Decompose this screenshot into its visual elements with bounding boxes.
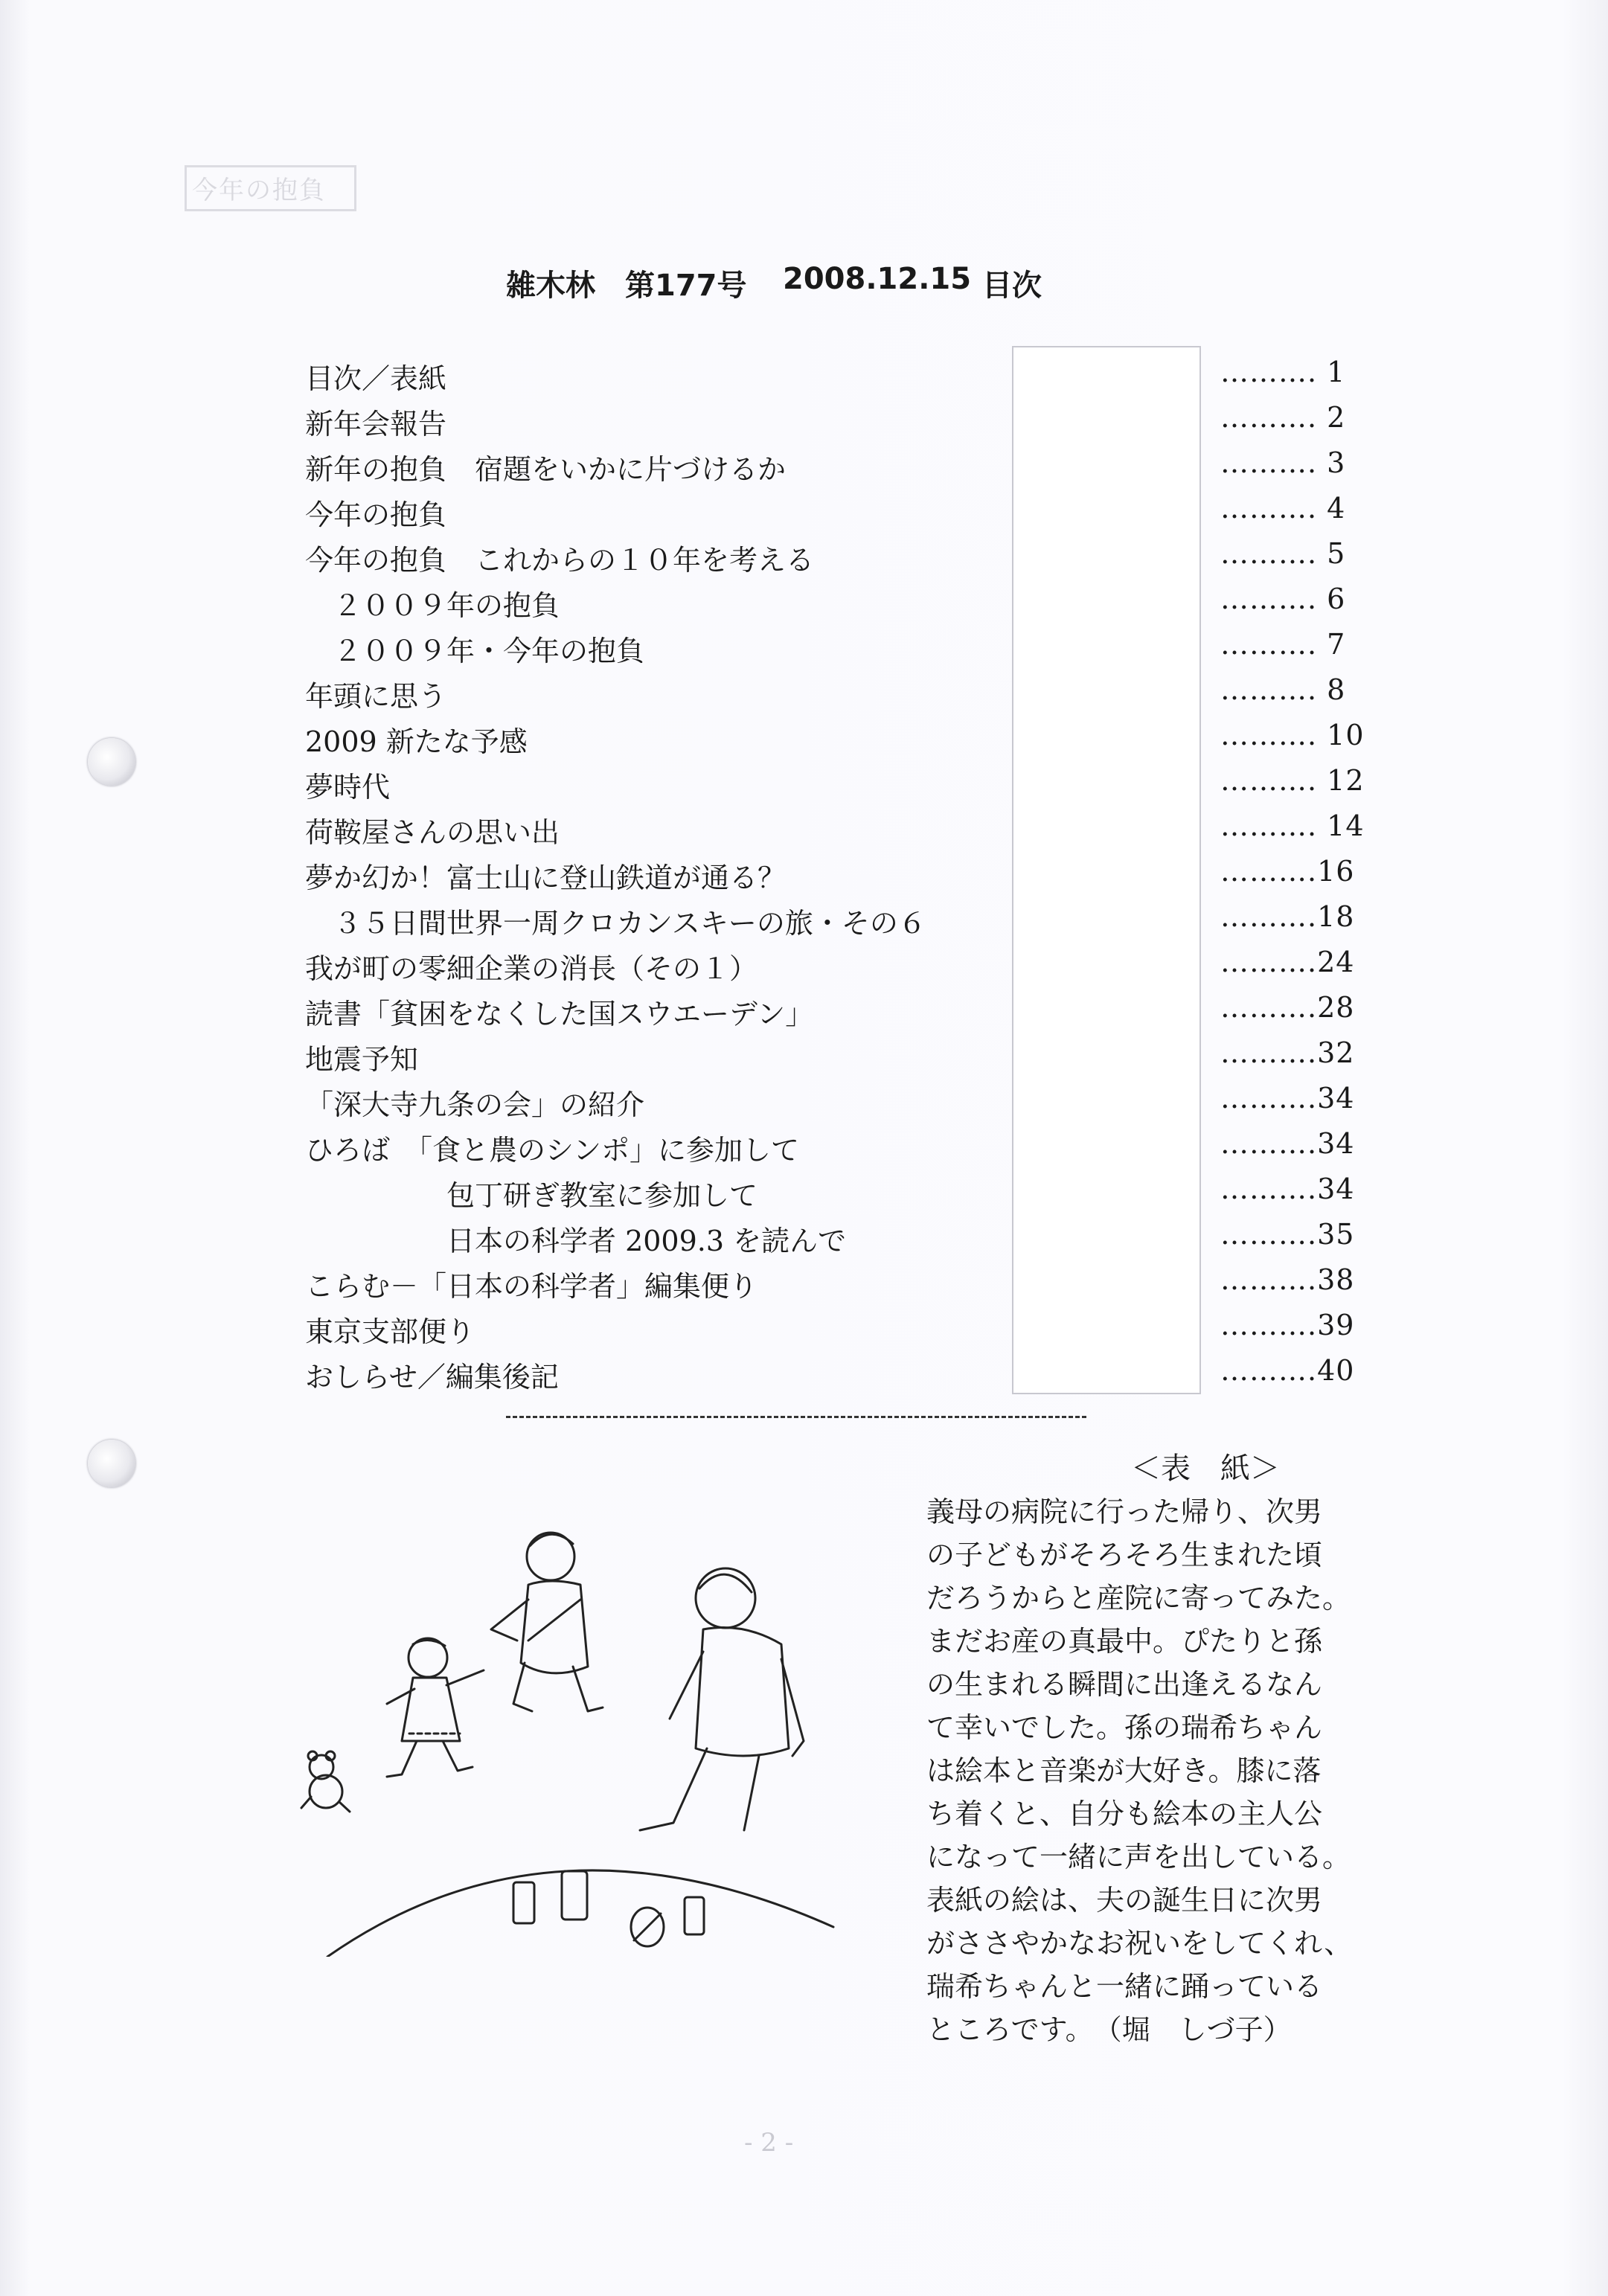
toc-page: ……….18 <box>1220 900 1355 933</box>
toc-header <box>506 262 1101 304</box>
toc-row <box>305 583 1347 624</box>
toc-label: 今年の抱負 <box>305 498 447 531</box>
toc-page: ……….24 <box>1220 946 1355 978</box>
toc-label: 読書「貧困をなくした国スウエーデン」 <box>305 998 814 1030</box>
toc-label: 新年の抱負 宿題をいかに片づけるか <box>305 453 787 486</box>
issue-date: 2008.12.15 <box>783 262 972 296</box>
toc-title: 目次 <box>982 269 1042 303</box>
cover-line: の子どもがそろそろ生まれた頃 <box>926 1539 1323 1571</box>
toc-label: 夢時代 <box>305 771 391 804</box>
section-divider <box>506 1416 1086 1418</box>
toc-page: ……….32 <box>1220 1036 1355 1069</box>
toc-label: 荷鞍屋さんの思い出 <box>305 816 560 849</box>
toc-row <box>305 1218 1355 1260</box>
cover-line: ところです。 （堀 しづ子） <box>926 2013 1292 2046</box>
family-dancing-illustration <box>268 1510 900 1957</box>
journal-name: 雑木林 <box>506 269 595 303</box>
cover-line: 義母の病院に行った帰り、次男 <box>926 1495 1323 1528</box>
toc-label: 目次／表紙 <box>305 362 447 395</box>
toc-row <box>305 809 1365 851</box>
toc-label: ひろば 「食と農のシンポ」に参加して <box>305 1134 800 1167</box>
cover-line: 瑞希ちゃんと一緒に踊っている <box>926 1970 1323 2003</box>
punch-hole-top <box>88 738 135 786</box>
toc-page: ……….39 <box>1220 1309 1355 1341</box>
toc-page: ……….16 <box>1220 855 1355 888</box>
toc-label: ２００９年・今年の抱負 <box>305 635 645 667</box>
cover-line: て幸いでした。孫の瑞希ちゃん <box>926 1711 1323 1744</box>
cover-line: 表紙の絵は、夫の誕生日に次男 <box>926 1884 1323 1917</box>
toc-label: 夢か幻か！富士山に登山鉄道が通る？ <box>305 862 787 894</box>
toc-label: 日本の科学者 2009.3 を読んで <box>305 1225 847 1257</box>
punch-hole-bottom <box>88 1440 135 1487</box>
toc-page: ………. 4 <box>1220 492 1346 525</box>
toc-row <box>305 1309 1355 1350</box>
toc-row <box>305 1082 1355 1123</box>
issue-number: 第177号 <box>625 269 747 303</box>
toc-row <box>305 446 1347 488</box>
toc-label: ２００９年の抱負 <box>305 589 560 622</box>
toc-label: 東京支部便り <box>305 1315 475 1348</box>
toc-row <box>305 356 1347 397</box>
toc-row <box>305 991 1355 1033</box>
toc-label: こらむ－「日本の科学者」編集便り <box>305 1270 758 1303</box>
toc-page: ……….28 <box>1220 991 1355 1024</box>
toc-row <box>305 946 1355 987</box>
toc-row <box>305 492 1347 533</box>
toc-page: ………. 6 <box>1220 583 1346 615</box>
toc-label: 我が町の零細企業の消長（その１） <box>305 952 758 985</box>
toc-label: 今年の抱負 これからの１０年を考える <box>305 544 815 577</box>
show-through-page-number: - 2 - <box>744 2128 794 2158</box>
toc-label: 「深大寺九条の会」の紹介 <box>305 1088 645 1121</box>
cover-line: まだお産の真最中。ぴたりと孫 <box>926 1625 1323 1658</box>
toc-page: ……….35 <box>1220 1218 1355 1251</box>
toc-label: 2009 新たな予感 <box>305 725 528 758</box>
toc-label: 地震予知 <box>305 1043 419 1076</box>
toc-page: ………. 2 <box>1220 401 1346 434</box>
toc-row <box>305 401 1347 443</box>
toc-page: ……….34 <box>1220 1173 1355 1205</box>
toc-page: ………. 5 <box>1220 537 1346 570</box>
cover-line: になって一緒に声を出している。 <box>926 1841 1351 1873</box>
toc-label: 年頭に思う <box>305 680 447 713</box>
toc-row <box>305 764 1365 806</box>
toc-page: ………. 3 <box>1220 446 1346 479</box>
cover-line: は絵本と音楽が大好き。膝に落 <box>926 1754 1322 1787</box>
toc-row <box>305 1263 1355 1305</box>
cover-line: の生まれる瞬間に出逢えるなん <box>926 1668 1323 1701</box>
woman-figure <box>491 1533 603 1711</box>
toc-page: ………. 14 <box>1220 809 1365 842</box>
show-through-heading: 今年の抱負 <box>192 176 326 205</box>
toc-row <box>305 537 1347 579</box>
toc-page: ………. 8 <box>1220 673 1346 706</box>
toc-row <box>305 719 1365 760</box>
man-figure <box>640 1568 804 1830</box>
toc-row <box>305 1127 1355 1169</box>
toc-page: ………. 7 <box>1220 628 1346 661</box>
toc-page: ……….34 <box>1220 1082 1355 1115</box>
cover-line: だろうからと産院に寄ってみた。 <box>926 1582 1351 1614</box>
child-figure <box>387 1638 484 1777</box>
toc-page: ………. 1 <box>1220 356 1346 388</box>
toc-label: ３５日間世界一周クロカンスキーの旅・その６ <box>305 907 926 940</box>
toc-label: おしらせ／編集後記 <box>305 1361 559 1394</box>
toc-row <box>305 628 1347 670</box>
toc-row <box>305 1036 1355 1078</box>
toc-page: ………. 10 <box>1220 719 1365 751</box>
toc-row <box>305 1354 1355 1396</box>
toc-page: ……….38 <box>1220 1263 1355 1296</box>
toc-page: ………. 12 <box>1220 764 1365 797</box>
toc-page: ……….40 <box>1220 1354 1355 1387</box>
cups <box>513 1871 704 1946</box>
cover-line: ち着くと、自分も絵本の主人公 <box>926 1798 1323 1830</box>
toc-page: ……….34 <box>1220 1127 1355 1160</box>
toc-row <box>305 855 1355 897</box>
table-arc <box>327 1870 833 1957</box>
toc-row <box>305 1173 1355 1214</box>
toc-row <box>305 673 1347 715</box>
toc-row <box>305 900 1355 942</box>
toc-label: 新年会報告 <box>305 408 447 440</box>
cover-line: がささやかなお祝いをしてくれ、 <box>926 1927 1353 1960</box>
cover-heading: ＜表 紙＞ <box>1131 1452 1280 1486</box>
toc-label: 包丁研ぎ教室に参加して <box>305 1179 758 1212</box>
teddy-bear-toy <box>301 1751 350 1812</box>
